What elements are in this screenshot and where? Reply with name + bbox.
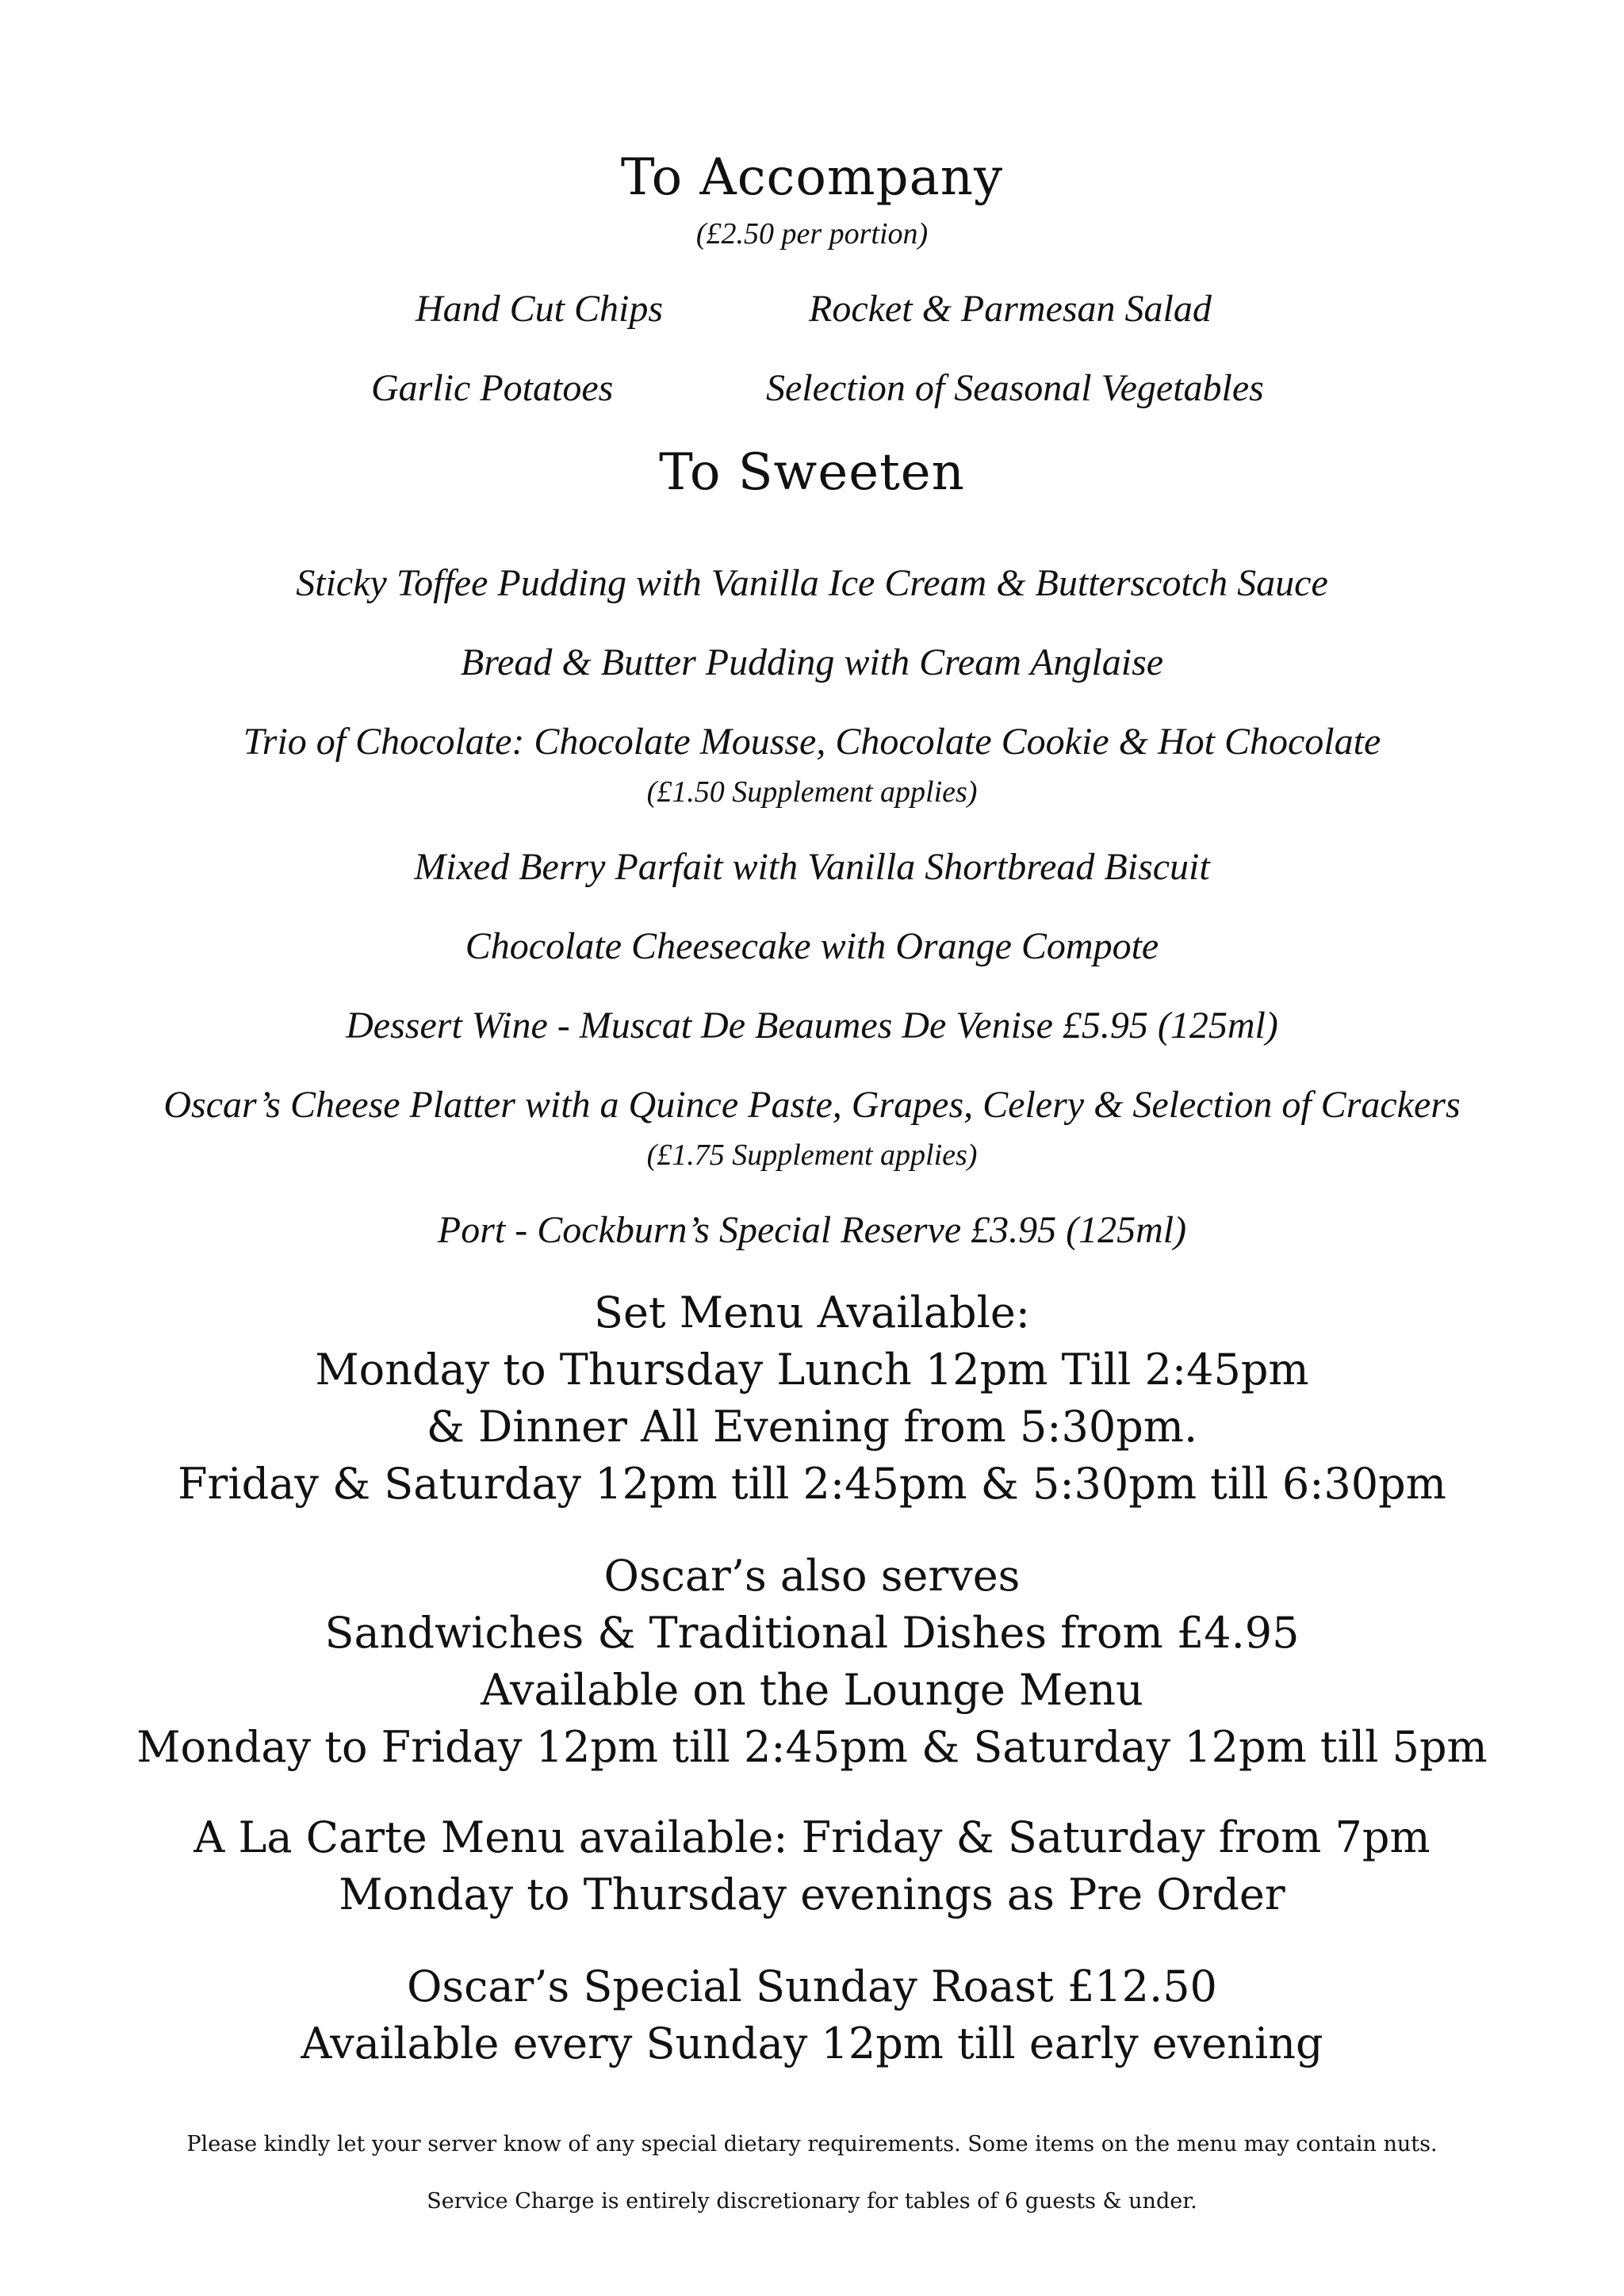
accompany-item: Selection of Seasonal Vegetables	[766, 367, 1264, 409]
dessert-item: Chocolate Cheesecake with Orange Compote	[465, 925, 1159, 967]
accompany-title: To Accompany	[620, 148, 1004, 207]
lounge-line: Sandwiches & Traditional Dishes from £4.95	[324, 1608, 1300, 1658]
dessert-item: Port - Cockburn’s Special Reserve £3.95 (125ml)	[437, 1209, 1187, 1251]
dessert-item-note: (£1.75 Supplement applies)	[646, 1138, 978, 1172]
dessert-item: Sticky Toffee Pudding with Vanilla Ice Cream & Butterscotch Sauce	[296, 562, 1328, 604]
sunday-roast-line: Available every Sunday 12pm till early evening	[301, 2019, 1323, 2068]
accompany-item: Rocket & Parmesan Salad	[809, 288, 1212, 330]
dietary-notice: Please kindly let your server know of any special dietary requirements. Some items on the menu may contain nuts.	[186, 2132, 1438, 2156]
sunday-roast-line: Oscar’s Special Sunday Roast £12.50	[407, 1961, 1217, 2011]
sweeten-title: To Sweeten	[659, 443, 965, 502]
lounge-line: Available on the Lounge Menu	[481, 1665, 1143, 1715]
set-menu-line: Monday to Thursday Lunch 12pm Till 2:45pm	[315, 1345, 1309, 1395]
dessert-item: Dessert Wine - Muscat De Beaumes De Venise £5.95 (125ml)	[346, 1004, 1278, 1047]
accompany-item: Garlic Potatoes	[371, 367, 614, 409]
dessert-item: Trio of Chocolate: Chocolate Mousse, Chocolate Cookie & Hot Chocolate	[243, 721, 1381, 763]
lounge-line: Monday to Friday 12pm till 2:45pm & Saturday 12pm till 5pm	[136, 1722, 1488, 1772]
set-menu-line: & Dinner All Evening from 5:30pm.	[426, 1402, 1198, 1452]
a-la-carte-line: A La Carte Menu available: Friday & Saturday from 7pm	[193, 1812, 1431, 1862]
dessert-item-note: (£1.50 Supplement applies)	[646, 775, 978, 809]
set-menu-line: Friday & Saturday 12pm till 2:45pm & 5:30pm till 6:30pm	[178, 1459, 1446, 1509]
service-charge-notice: Service Charge is entirely discretionary for tables of 6 guests & under.	[427, 2189, 1197, 2214]
dessert-item: Oscar’s Cheese Platter with a Quince Paste, Grapes, Celery & Selection of Crackers	[163, 1084, 1461, 1126]
lounge-line: Oscar’s also serves	[603, 1551, 1021, 1601]
accompany-item: Hand Cut Chips	[416, 288, 664, 330]
accompany-price-note: (£2.50 per portion)	[695, 217, 929, 251]
dessert-item: Mixed Berry Parfait with Vanilla Shortbread Biscuit	[414, 846, 1210, 888]
dessert-item: Bread & Butter Pudding with Cream Anglaise	[460, 641, 1164, 683]
a-la-carte-line: Monday to Thursday evenings as Pre Order	[339, 1869, 1285, 1919]
set-menu-heading: Set Menu Available:	[593, 1288, 1031, 1337]
